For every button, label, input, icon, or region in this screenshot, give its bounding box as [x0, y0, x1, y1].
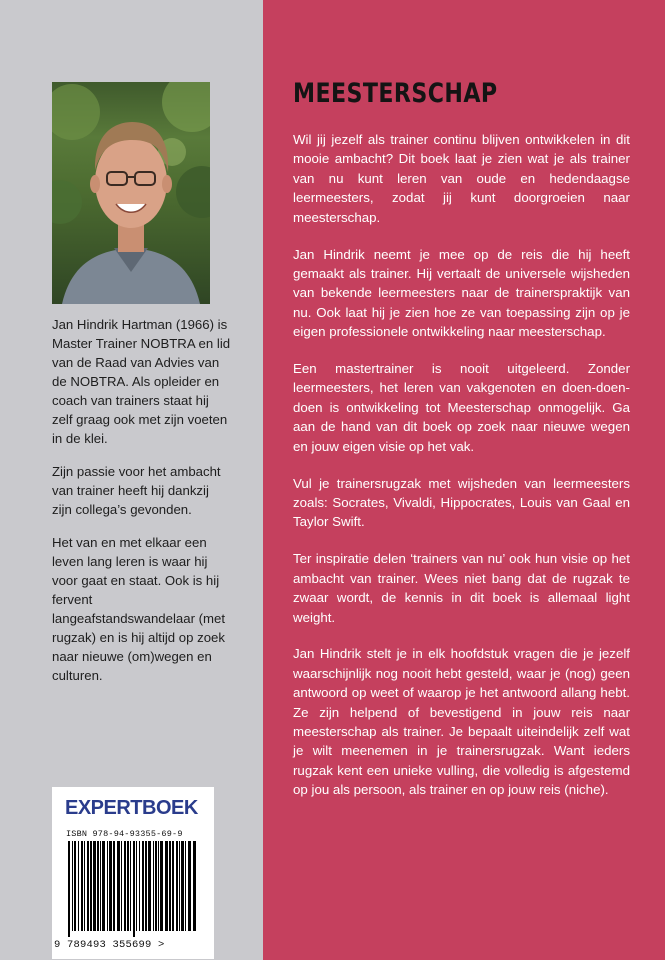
barcode-bar — [148, 841, 151, 931]
barcode-bar — [90, 841, 92, 931]
barcode-bar — [142, 841, 144, 931]
barcode-bar — [109, 841, 112, 931]
barcode-bar — [165, 841, 168, 931]
barcode-bar — [107, 841, 108, 931]
barcode-bar — [97, 841, 99, 931]
left-panel — [0, 0, 263, 960]
barcode-bar — [185, 841, 186, 931]
barcode-bar — [176, 841, 178, 931]
barcode-bar — [160, 841, 163, 931]
author-bio — [52, 315, 232, 699]
barcode-bar — [136, 841, 137, 931]
barcode-bar — [74, 841, 76, 931]
barcode-bar — [188, 841, 191, 931]
blurb-paragraph: Ter inspiratie delen ‘trainers van nu’ ook hun visie op het ambacht van trainer. Wees niet bang dat de rugzak te zwaar wordt, de kennis in dit boek is allemaal light weight. — [293, 551, 630, 625]
bio-paragraph: Jan Hindrik Hartman (1966) is Master Trainer NOBTRA en lid van de Raad van Advies van de NOBTRA. Als opleider en coach van trainers staat hij zelf graag ook met zijn voeten in de klei. — [52, 317, 231, 446]
barcode-bar — [124, 841, 126, 931]
barcode-bar — [87, 841, 89, 931]
barcode-bar — [169, 841, 171, 931]
barcode-number: 9 789493 355699 > — [54, 939, 165, 951]
barcode-bar — [121, 841, 122, 931]
blurb — [293, 130, 630, 817]
barcode-bar — [172, 841, 174, 931]
barcode-bar — [113, 841, 115, 931]
blurb-paragraph: Vul je trainersrugzak met wijsheden van leermeesters zoals: Socrates, Vivaldi, Hippocrates, Louis van Gaal en Taylor Swift. — [293, 475, 630, 530]
barcode-bar — [68, 841, 70, 937]
barcode-bar — [100, 841, 101, 931]
barcode-bar — [78, 841, 79, 931]
barcode-bar — [179, 841, 180, 931]
book-title: MEESTERSCHAP — [293, 78, 498, 109]
blurb-paragraph: Jan Hindrik neemt je mee op de reis die hij heeft gemaakt als trainer. Hij vertaalt de universele wijsheden van bekende leermeesters naar de trainerspraktijk van nu. Ook laat hij je zien hoe ze van toepassing zijn op je eigen professionele ontwikkeling naar meesterschap. — [293, 246, 630, 340]
bio-paragraph: Het van en met elkaar een leven lang leren is waar hij voor gaat en staat. Ook is hij fervent langeafstandswandelaar (met rugzak) en is hij altijd op zoek naar nieuwe (om)wegen en culturen. — [52, 535, 226, 683]
barcode-bar — [72, 841, 73, 931]
blurb-paragraph: Een mastertrainer is nooit uitgeleerd. Zonder leermeesters, het leren van vakgenoten en doen-doen-doen is ontwikkeling tot Meesterschap onmogelijk. Ga aan de hand van dit boek op zoek naar nieuwe wegen en jouw eigen visie op het vak. — [293, 361, 630, 454]
right-panel — [263, 0, 665, 960]
blurb-paragraph: Jan Hindrik stelt je in elk hoofdstuk vragen die je jezelf waarschijnlijk nog nooit hebt gesteld, waar je (nog) geen antwoord op weet of waarop je het antwoord allang hebt. Ze zijn helpend of bevestigend in jouw reis naar meesterschap als trainer. Je bepaalt uiteindelijk zelf wat je wilt meenemen in je trainersrugzak. Want ieders rugzak kent een unieke vulling, die volledig is afgestemd op jou als persoon, als trainer en op jouw reis (niche). — [293, 646, 630, 798]
barcode-panel — [52, 787, 214, 959]
barcode-bar — [181, 841, 184, 931]
isbn-label: ISBN 978-94-93355-69-9 — [66, 829, 183, 839]
barcode-bar — [102, 841, 105, 931]
barcode-bar — [145, 841, 147, 931]
barcode-bar — [93, 841, 96, 931]
barcode-bar — [117, 841, 120, 931]
barcode-bar — [153, 841, 154, 931]
barcode-bar — [133, 841, 135, 937]
barcode — [64, 841, 204, 937]
barcode-bar — [193, 841, 196, 931]
barcode-bar — [84, 841, 85, 931]
barcode-bar — [127, 841, 129, 931]
author-photo — [52, 82, 210, 304]
barcode-bar — [139, 841, 140, 931]
barcode-bar — [158, 841, 159, 931]
blurb-paragraph: Wil jij jezelf als trainer continu blijven ontwikkelen in dit mooie ambacht? Dit boek laat je zien wat je als trainer van nu kunt leren van oude en hedendaagse leermeesters, zodat jij kunt doorgroeien naar meesterschap. — [293, 132, 630, 225]
bio-paragraph: Zijn passie voor het ambacht van trainer heeft hij dankzij zijn collega’s gevonden. — [52, 464, 221, 517]
barcode-bar — [81, 841, 83, 931]
barcode-bar — [155, 841, 157, 931]
publisher-logo: EXPERTBOEK — [65, 797, 198, 819]
barcode-bar — [130, 841, 131, 931]
